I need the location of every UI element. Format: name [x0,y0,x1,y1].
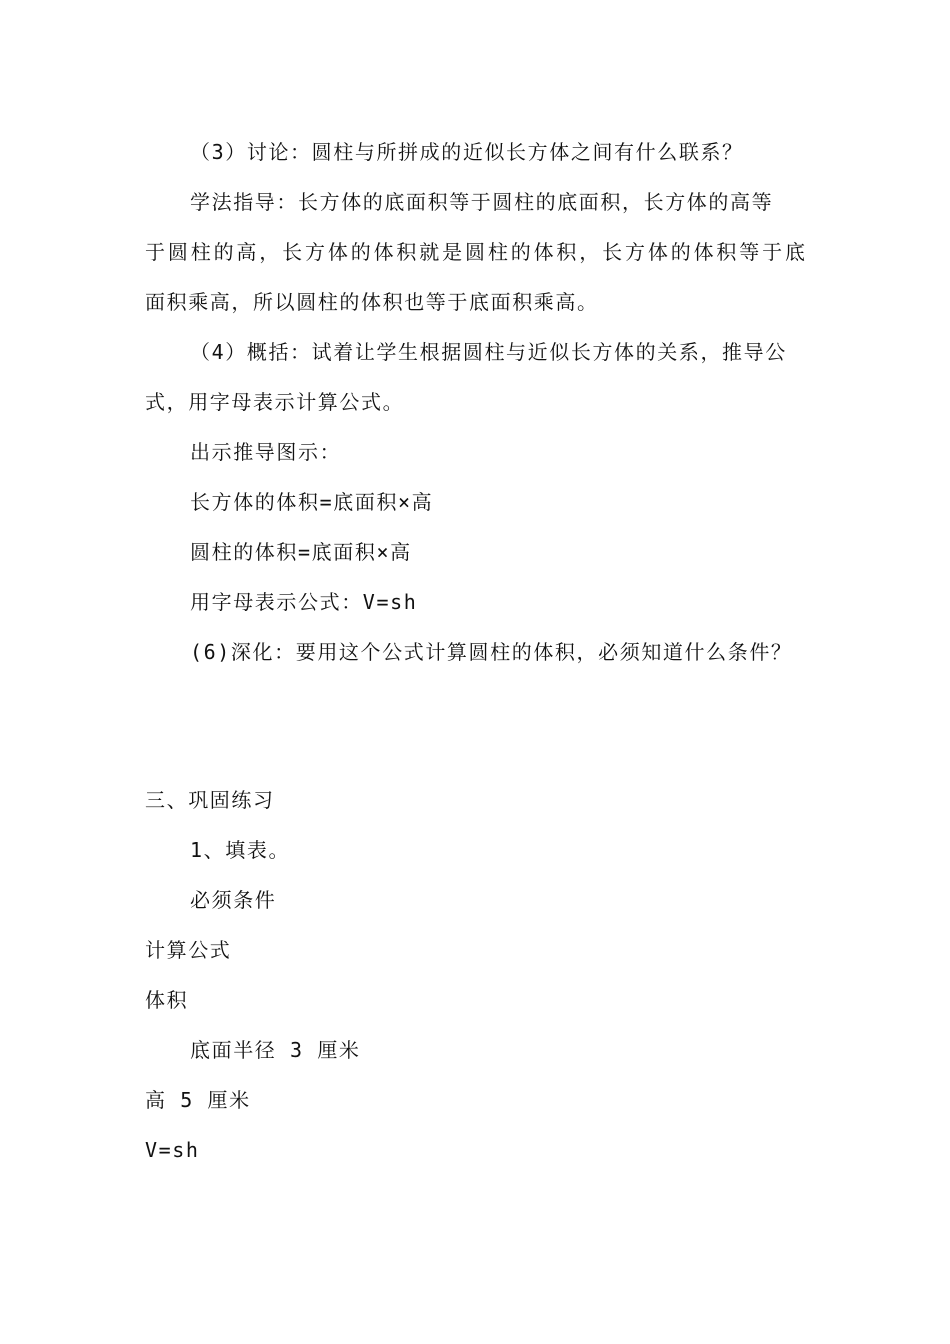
item-1: 1、填表。 [190,838,291,862]
cell-volume: 体积 [145,988,189,1012]
p4-line-1: （4）概括：试着让学生根据圆柱与近似长方体的关系，推导公 [190,340,787,364]
p3-question: （3）讨论：圆柱与所拼成的近似长方体之间有什么联系？ [190,140,744,164]
show-diagram: 出示推导图示： [190,440,342,464]
p4-line-2: 式，用字母表示计算公式。 [145,390,405,414]
p6-deepen: (6)深化：要用这个公式计算圆柱的体积，必须知道什么条件？ [190,640,793,664]
section-3-title: 三、巩固练习 [145,788,275,812]
letter-formula: 用字母表示公式：V=sh [190,590,418,614]
cell-vsh: V=sh [145,1138,200,1162]
cuboid-formula: 长方体的体积=底面积×高 [190,490,434,514]
cell-radius: 底面半径 3 厘米 [190,1038,361,1062]
cell-height: 高 5 厘米 [145,1088,251,1112]
guide-line-1: 学法指导：长方体的底面积等于圆柱的底面积，长方体的高等 [190,190,774,214]
guide-line-3: 面积乘高，所以圆柱的体积也等于底面积乘高。 [145,290,599,314]
cylinder-formula: 圆柱的体积=底面积×高 [190,540,412,564]
guide-line-2: 于圆柱的高，长方体的体积就是圆柱的体积，长方体的体积等于底 [145,240,805,264]
cell-required: 必须条件 [190,888,277,912]
cell-formula: 计算公式 [145,938,232,962]
